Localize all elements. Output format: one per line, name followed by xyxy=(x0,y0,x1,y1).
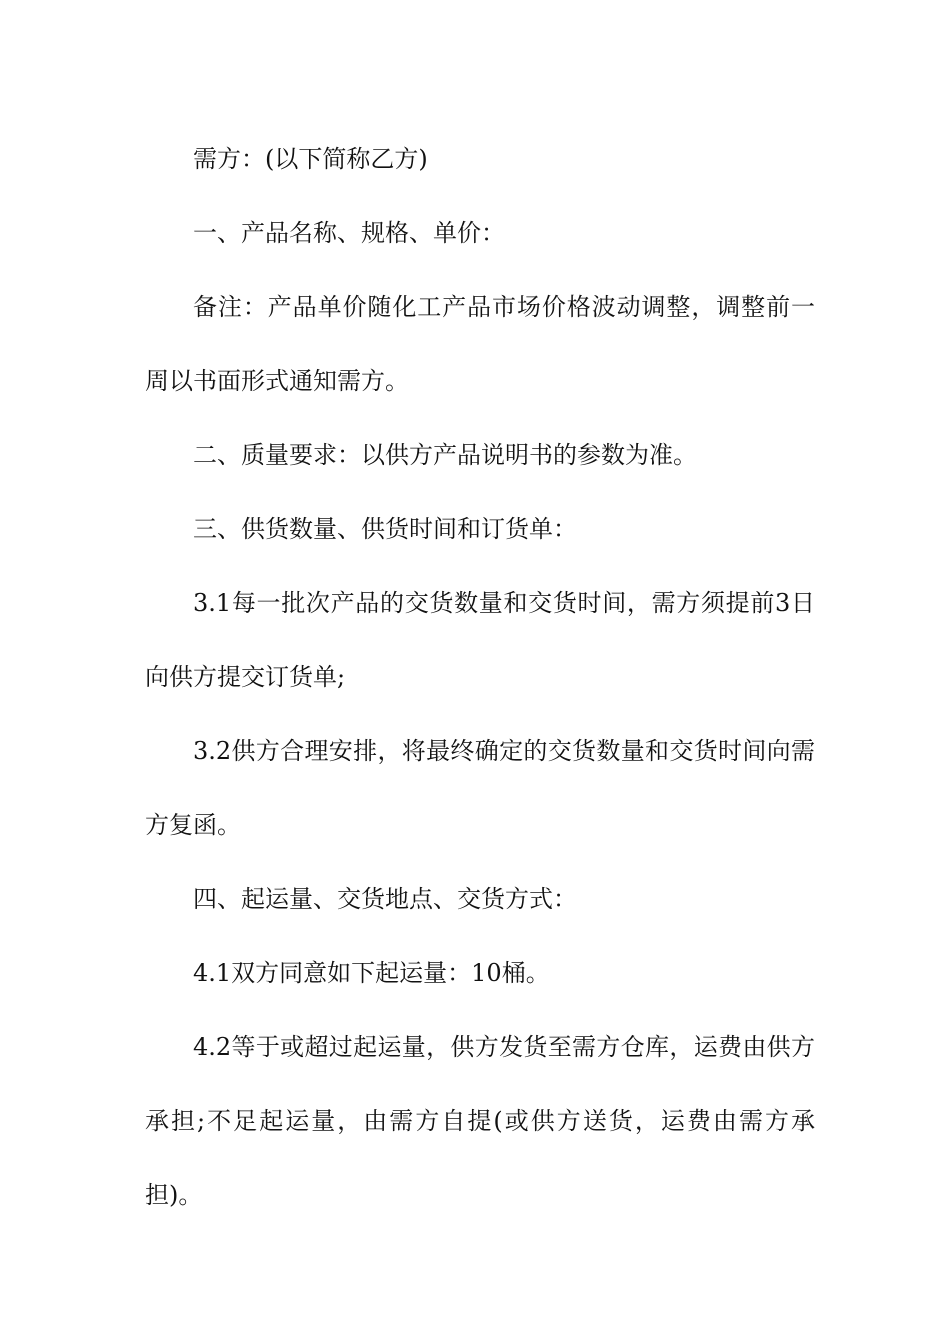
document-body xyxy=(145,122,815,1232)
paragraph-clause-3-1: 3.1每一批次产品的交货数量和交货时间，需方须提前3日向供方提交订货单; xyxy=(145,589,815,691)
paragraph-clause-4-2: 4.2等于或超过起运量，供方发货至需方仓库，运费由供方承担;不足起运量，由需方自提(或供方送货，运费由需方承担)。 xyxy=(145,1033,815,1209)
paragraph-price-note: 备注：产品单价随化工产品市场价格波动调整，调整前一周以书面形式通知需方。 xyxy=(145,293,815,395)
paragraph-clause-3-2: 3.2供方合理安排，将最终确定的交货数量和交货时间向需方复函。 xyxy=(145,737,815,839)
paragraph-clause-4-1: 4.1双方同意如下起运量：10桶。 xyxy=(193,959,550,987)
paragraph-section-4-heading: 四、起运量、交货地点、交货方式： xyxy=(193,885,577,913)
paragraph-section-3-heading: 三、供货数量、供货时间和订货单： xyxy=(193,515,577,543)
paragraph-buyer: 需方：(以下简称乙方) xyxy=(193,145,428,173)
paragraph-section-2-quality: 二、质量要求：以供方产品说明书的参数为准。 xyxy=(193,441,697,469)
paragraph-section-1-heading: 一、产品名称、规格、单价： xyxy=(193,219,505,247)
